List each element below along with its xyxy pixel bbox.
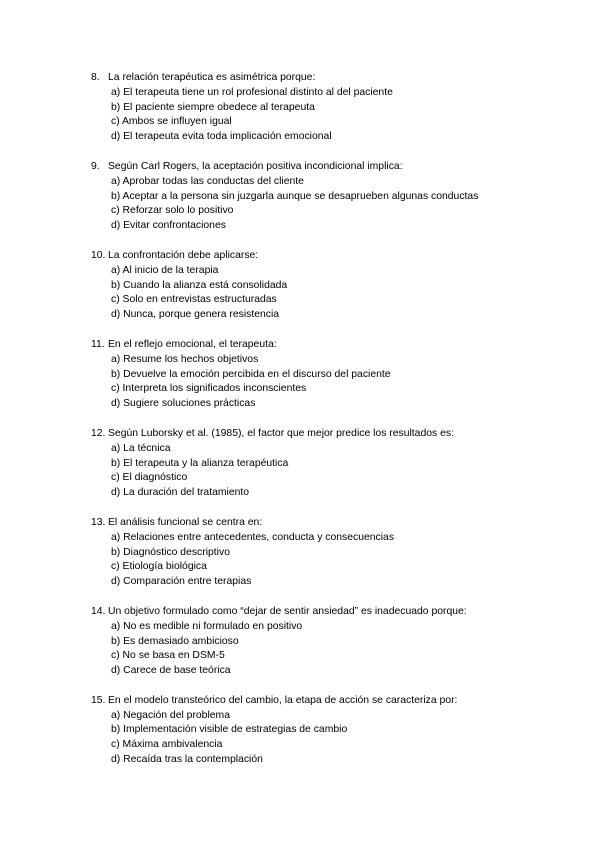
option-c: c) Ambos se influyen igual (111, 116, 232, 128)
option-c: c) No se basa en DSM-5 (111, 650, 225, 662)
option-d: d) Sugiere soluciones prácticas (111, 398, 256, 410)
question-list (91, 71, 571, 783)
question-15 (91, 694, 571, 768)
question-text: Un objetivo formulado como “dejar de sentir ansiedad” es inadecuado porque: (108, 605, 467, 617)
option-a: a) La técnica (111, 442, 171, 454)
question-12 (91, 427, 571, 501)
option-a: a) El terapeuta tiene un rol profesional distinto al del paciente (111, 86, 393, 98)
question-text: La confrontación debe aplicarse: (108, 249, 259, 261)
option-list (91, 709, 571, 768)
option-d: d) Recaída tras la contemplación (111, 754, 263, 766)
question-number: 15. (91, 694, 106, 706)
option-b: b) Cuando la alianza está consolidada (111, 279, 288, 291)
question-text: El análisis funcional se centra en: (108, 516, 263, 528)
option-b: b) Implementación visible de estrategias de cambio (111, 724, 348, 736)
option-list (91, 86, 571, 145)
option-d: d) Comparación entre terapias (111, 576, 252, 588)
option-b: b) Diagnóstico descriptivo (111, 546, 230, 558)
option-c: c) El diagnóstico (111, 472, 188, 484)
option-list (91, 353, 571, 412)
option-d: d) El terapeuta evita toda implicación emocional (111, 131, 332, 143)
option-a: a) Aprobar todas las conductas del cliente (111, 175, 304, 187)
option-d: d) La duración del tratamiento (111, 487, 250, 499)
question-8 (91, 71, 571, 145)
option-list (91, 264, 571, 323)
option-list (91, 175, 571, 234)
option-a: a) No es medible ni formulado en positivo (111, 620, 303, 632)
option-a: a) Resume los hechos objetivos (111, 353, 259, 365)
option-c: c) Etiología biológica (111, 561, 207, 573)
question-number: 14. (91, 605, 106, 617)
option-b: b) Aceptar a la persona sin juzgarla aunque se desaprueben algunas conductas (111, 190, 479, 202)
option-b: b) Es demasiado ambicioso (111, 635, 239, 647)
question-number: 9. (91, 160, 100, 172)
question-text: Según Luborsky et al. (1985), el factor que mejor predice los resultados es: (108, 427, 454, 439)
question-number: 8. (91, 72, 100, 83)
option-c: c) Interpreta los significados inconscientes (111, 383, 307, 395)
question-number: 13. (91, 516, 106, 528)
option-b: b) Devuelve la emoción percibida en el discurso del paciente (111, 368, 391, 380)
question-number: 10. (91, 249, 106, 261)
question-9 (91, 160, 571, 234)
question-text: En el reflejo emocional, el terapeuta: (108, 338, 277, 350)
option-list (91, 620, 571, 679)
option-d: d) Evitar confrontaciones (111, 220, 226, 232)
question-text: Según Carl Rogers, la aceptación positiva incondicional implica: (108, 160, 403, 172)
option-b: b) El paciente siempre obedece al terapeuta (111, 101, 315, 113)
option-c: c) Reforzar solo lo positivo (111, 205, 234, 217)
option-a: a) Al inicio de la terapia (111, 264, 219, 276)
option-a: a) Negación del problema (111, 709, 230, 721)
option-c: c) Solo en entrevistas estructuradas (111, 294, 277, 306)
question-13 (91, 516, 571, 590)
question-text: En el modelo transteórico del cambio, la etapa de acción se caracteriza por: (108, 694, 458, 706)
option-b: b) El terapeuta y la alianza terapéutica (111, 457, 289, 469)
option-list (91, 442, 571, 501)
option-c: c) Máxima ambivalencia (111, 739, 223, 751)
option-list (91, 531, 571, 590)
option-a: a) Relaciones entre antecedentes, conducta y consecuencias (111, 531, 395, 543)
option-d: d) Nunca, porque genera resistencia (111, 309, 280, 321)
question-text: La relación terapéutica es asimétrica porque: (108, 72, 316, 83)
question-11 (91, 338, 571, 412)
option-d: d) Carece de base teórica (111, 665, 231, 677)
question-14 (91, 605, 571, 679)
question-number: 11. (91, 338, 105, 350)
question-10 (91, 249, 571, 323)
question-number: 12. (91, 427, 106, 439)
